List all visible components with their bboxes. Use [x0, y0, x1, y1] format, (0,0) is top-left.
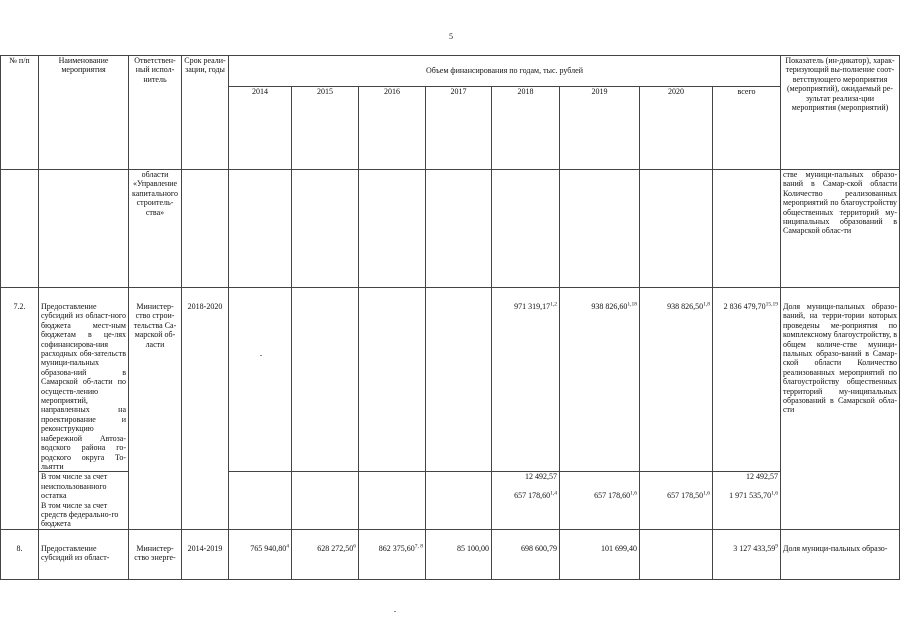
header-row-1 — [1, 56, 900, 87]
cell-value — [229, 170, 292, 288]
cell-value-2020 — [640, 529, 713, 579]
cell-value — [229, 472, 292, 529]
cell-value-2019: 101 699,40 — [560, 529, 640, 579]
cell-value — [229, 288, 292, 472]
cell-name: Предоставление субсидий из област-ного бюджета мест-ным бюджетам в це-лях софинансирова-ния расходных обя-зательств муници-пальных образова-ний в Самарской об-ласти по осуществ-лению мероприятий, направленных на проектирование и реконструкцию набережной Автоза-водского района го-родского округа То-льятти — [39, 288, 129, 472]
cell-executor: Министер-ство строи-тельства Са-марской об-ласти — [129, 288, 182, 530]
table-row-7-2 — [1, 288, 900, 472]
cell-value-2020: 657 178,50$^{1,6}$ — [640, 472, 713, 529]
cell-value-2018: 971 319,17$^{1,2}$ — [492, 288, 560, 472]
cell-value-2016: 862 375,60$^{7, 8}$ — [359, 529, 426, 579]
cell-value — [359, 170, 426, 288]
cell-value — [426, 288, 492, 472]
cell-indicator: Доля муници-пальных образо-ваний, на терри-тории которых проведены ме-роприятия по комплексному благоустройству, в общем количе-стве муници-пальных образо-ваний в Самар-ской области Количество реализованных мероприятий по благоустройству общественных территорий му-ниципальных образований в Самарской обла-сти — [781, 288, 900, 530]
cell-value — [713, 170, 781, 288]
header-total: всего — [713, 87, 781, 170]
table-row — [1, 170, 900, 288]
cell-executor: Министер-ство энерге- — [129, 529, 182, 579]
cell-value — [359, 288, 426, 472]
header-year-2014: 2014 — [229, 87, 292, 170]
cell-value — [560, 170, 640, 288]
cell-value-2020: 938 826,50$^{1,8}$ — [640, 288, 713, 472]
funding-table — [0, 55, 900, 580]
cell-name: Предоставление субсидий из област- — [39, 529, 129, 579]
cell-value — [492, 170, 560, 288]
scan-speck — [260, 355, 262, 356]
cell-value — [292, 170, 359, 288]
cell-name-sub — [39, 472, 129, 529]
cell-term: 2018-2020 — [182, 288, 229, 530]
cell-name — [39, 170, 129, 288]
header-num: № п/п — [1, 56, 39, 170]
header-year-2019: 2019 — [560, 87, 640, 170]
header-year-2017: 2017 — [426, 87, 492, 170]
cell-value — [426, 170, 492, 288]
cell-value — [640, 170, 713, 288]
cell-executor: области «Управление капитального строитель-ства» — [129, 170, 182, 288]
cell-num — [1, 170, 39, 288]
cell-value-2015: 628 272,50$^6$ — [292, 529, 359, 579]
cell-value-total: 2 836 479,70$^{15,19}$ — [713, 288, 781, 472]
header-year-2020: 2020 — [640, 87, 713, 170]
header-name: Наименование мероприятия — [39, 56, 129, 170]
table-row-8 — [1, 529, 900, 579]
label-unused-balance: В том числе за счет неиспользованного остатка — [41, 472, 108, 501]
label-federal-budget: В том числе за счет средств федерально-го бюджета — [41, 500, 119, 529]
cell-value-2014: 765 940,80$^4$ — [229, 529, 292, 579]
cell-indicator: Доля муници-пальных образо- — [781, 529, 900, 579]
header-year-2016: 2016 — [359, 87, 426, 170]
cell-value-2017: 85 100,00 — [426, 529, 492, 579]
scan-speck — [394, 611, 396, 612]
cell-term — [182, 170, 229, 288]
cell-value — [292, 288, 359, 472]
cell-term: 2014-2019 — [182, 529, 229, 579]
cell-value-total: 12 492,57 1 971 535,70$^{1,6}$ — [713, 472, 781, 529]
header-term: Срок реали-зации, годы — [182, 56, 229, 170]
page-number: 5 — [449, 32, 453, 41]
cell-value-total: 3 127 433,59$^9$ — [713, 529, 781, 579]
cell-value — [292, 472, 359, 529]
header-year-2018: 2018 — [492, 87, 560, 170]
header-funding: Объем финансирования по годам, тыс. рублей — [229, 56, 781, 87]
cell-num: 7.2. — [1, 288, 39, 530]
header-executor: Ответствен-ный испол-нитель — [129, 56, 182, 170]
cell-value-2018: 698 600,79 — [492, 529, 560, 579]
cell-indicator: стве муници-пальных образо-ваний в Самар-ской области Количество реализованных мероприятий по благоустройству общественных территорий му-ниципальных образований в Самарской облас-ти — [781, 170, 900, 288]
cell-value-2019: 657 178,60$^{1,6}$ — [560, 472, 640, 529]
header-indicator: Показатель (ин-дикатор), харак-теризующий вы-полнение соот-ветствующего мероприятия (мероприятий), ожидаемый ре-зультат реализа-ции мероприятия (мероприятий) — [781, 56, 900, 170]
cell-value — [426, 472, 492, 529]
cell-value-2019: 938 826,60$^{1,18}$ — [560, 288, 640, 472]
cell-value-2018: 12 492,57 657 178,60$^{1,4}$ — [492, 472, 560, 529]
header-year-2015: 2015 — [292, 87, 359, 170]
cell-num: 8. — [1, 529, 39, 579]
cell-value — [359, 472, 426, 529]
